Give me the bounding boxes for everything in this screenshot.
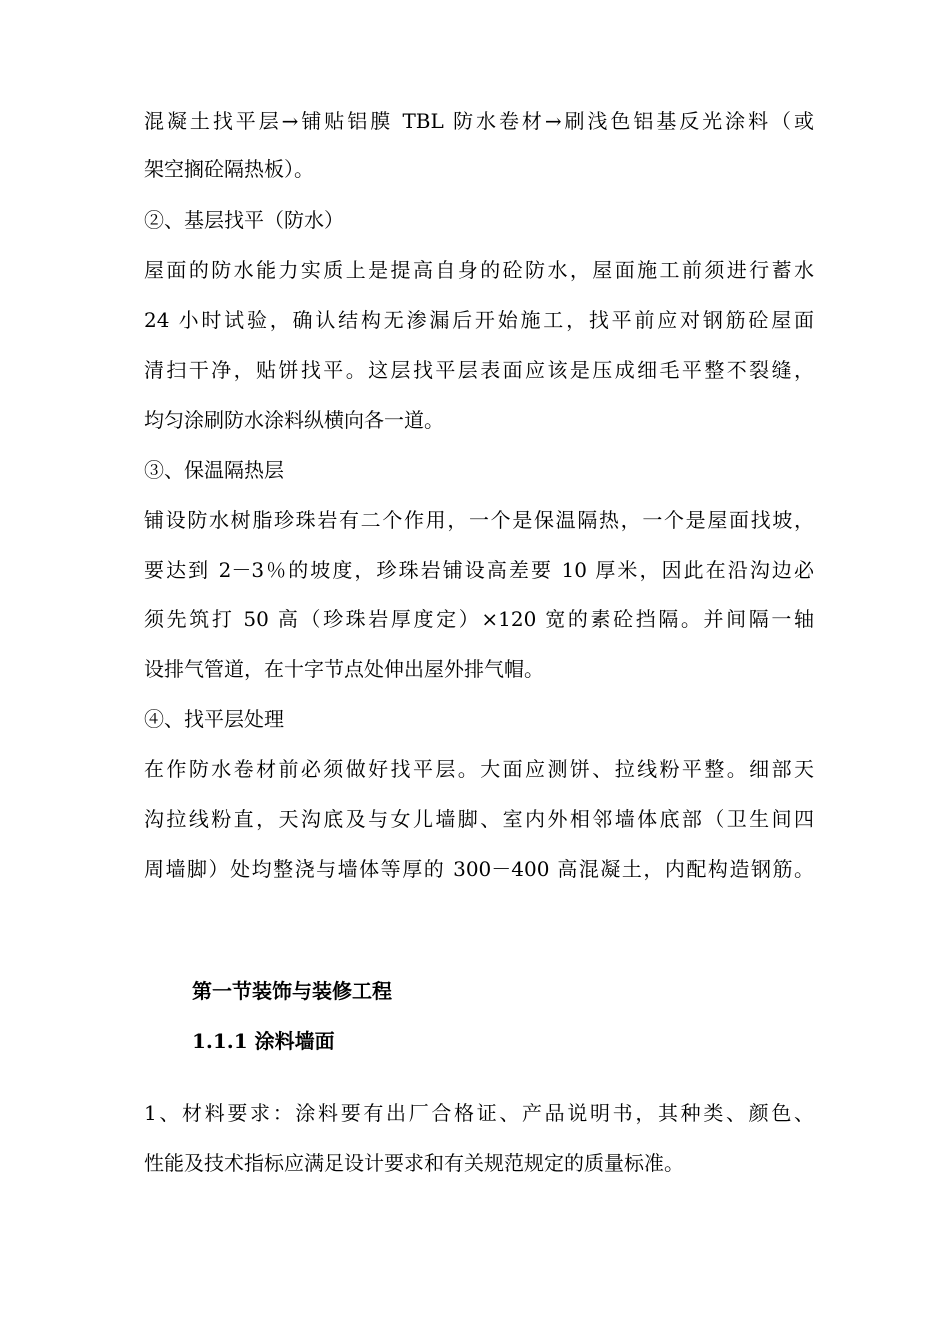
body-text-line: 周墙脚）处均整浇与墙体等厚的 300－400 高混凝土，内配构造钢筋。 (144, 857, 814, 881)
body-text-line: 24 小时试验，确认结构无渗漏后开始施工，找平前应对钢筋砼屋面 (144, 308, 814, 332)
section-title: 第一节装饰与装修工程 (192, 979, 392, 1003)
body-text-line: 须先筑打 50 高（珍珠岩厚度定）×120 宽的素砼挡隔。并间隔一轴 (144, 607, 814, 631)
body-text-line: 沟拉线粉直，天沟底及与女儿墙脚、室内外相邻墙体底部（卫生间四 (144, 807, 814, 831)
body-text-line: 设排气管道，在十字节点处伸出屋外排气帽。 (144, 657, 544, 681)
body-text-line: 屋面的防水能力实质上是提高自身的砼防水，屋面施工前须进行蓄水 (144, 258, 814, 282)
body-text-line: 性能及技术指标应满足设计要求和有关规范规定的质量标准。 (144, 1151, 684, 1175)
body-text-line: 要达到 2－3％的坡度，珍珠岩铺设高差要 10 厚米，因此在沿沟边必 (144, 558, 814, 582)
body-text-line: 清扫干净，贴饼找平。这层找平层表面应该是压成细毛平整不裂缝， (144, 358, 814, 382)
body-text-line: 均匀涂刷防水涂料纵横向各一道。 (144, 408, 444, 432)
body-text-line: 1、材料要求：涂料要有出厂合格证、产品说明书，其种类、颜色、 (144, 1101, 814, 1125)
item-heading: ②、基层找平（防水） (144, 208, 344, 232)
body-text-line: 铺设防水树脂珍珠岩有二个作用，一个是保温隔热，一个是屋面找坡， (144, 508, 814, 532)
body-text-line: 在作防水卷材前必须做好找平层。大面应测饼、拉线粉平整。细部天 (144, 757, 814, 781)
body-text-line: 混凝土找平层→铺贴铝膜 TBL 防水卷材→刷浅色铝基反光涂料（或 (144, 109, 814, 133)
item-heading: ④、找平层处理 (144, 707, 284, 731)
item-heading: ③、保温隔热层 (144, 458, 284, 482)
subsection-title: 1.1.1 涂料墙面 (192, 1029, 335, 1053)
body-text-line: 架空搁砼隔热板）。 (144, 157, 314, 181)
